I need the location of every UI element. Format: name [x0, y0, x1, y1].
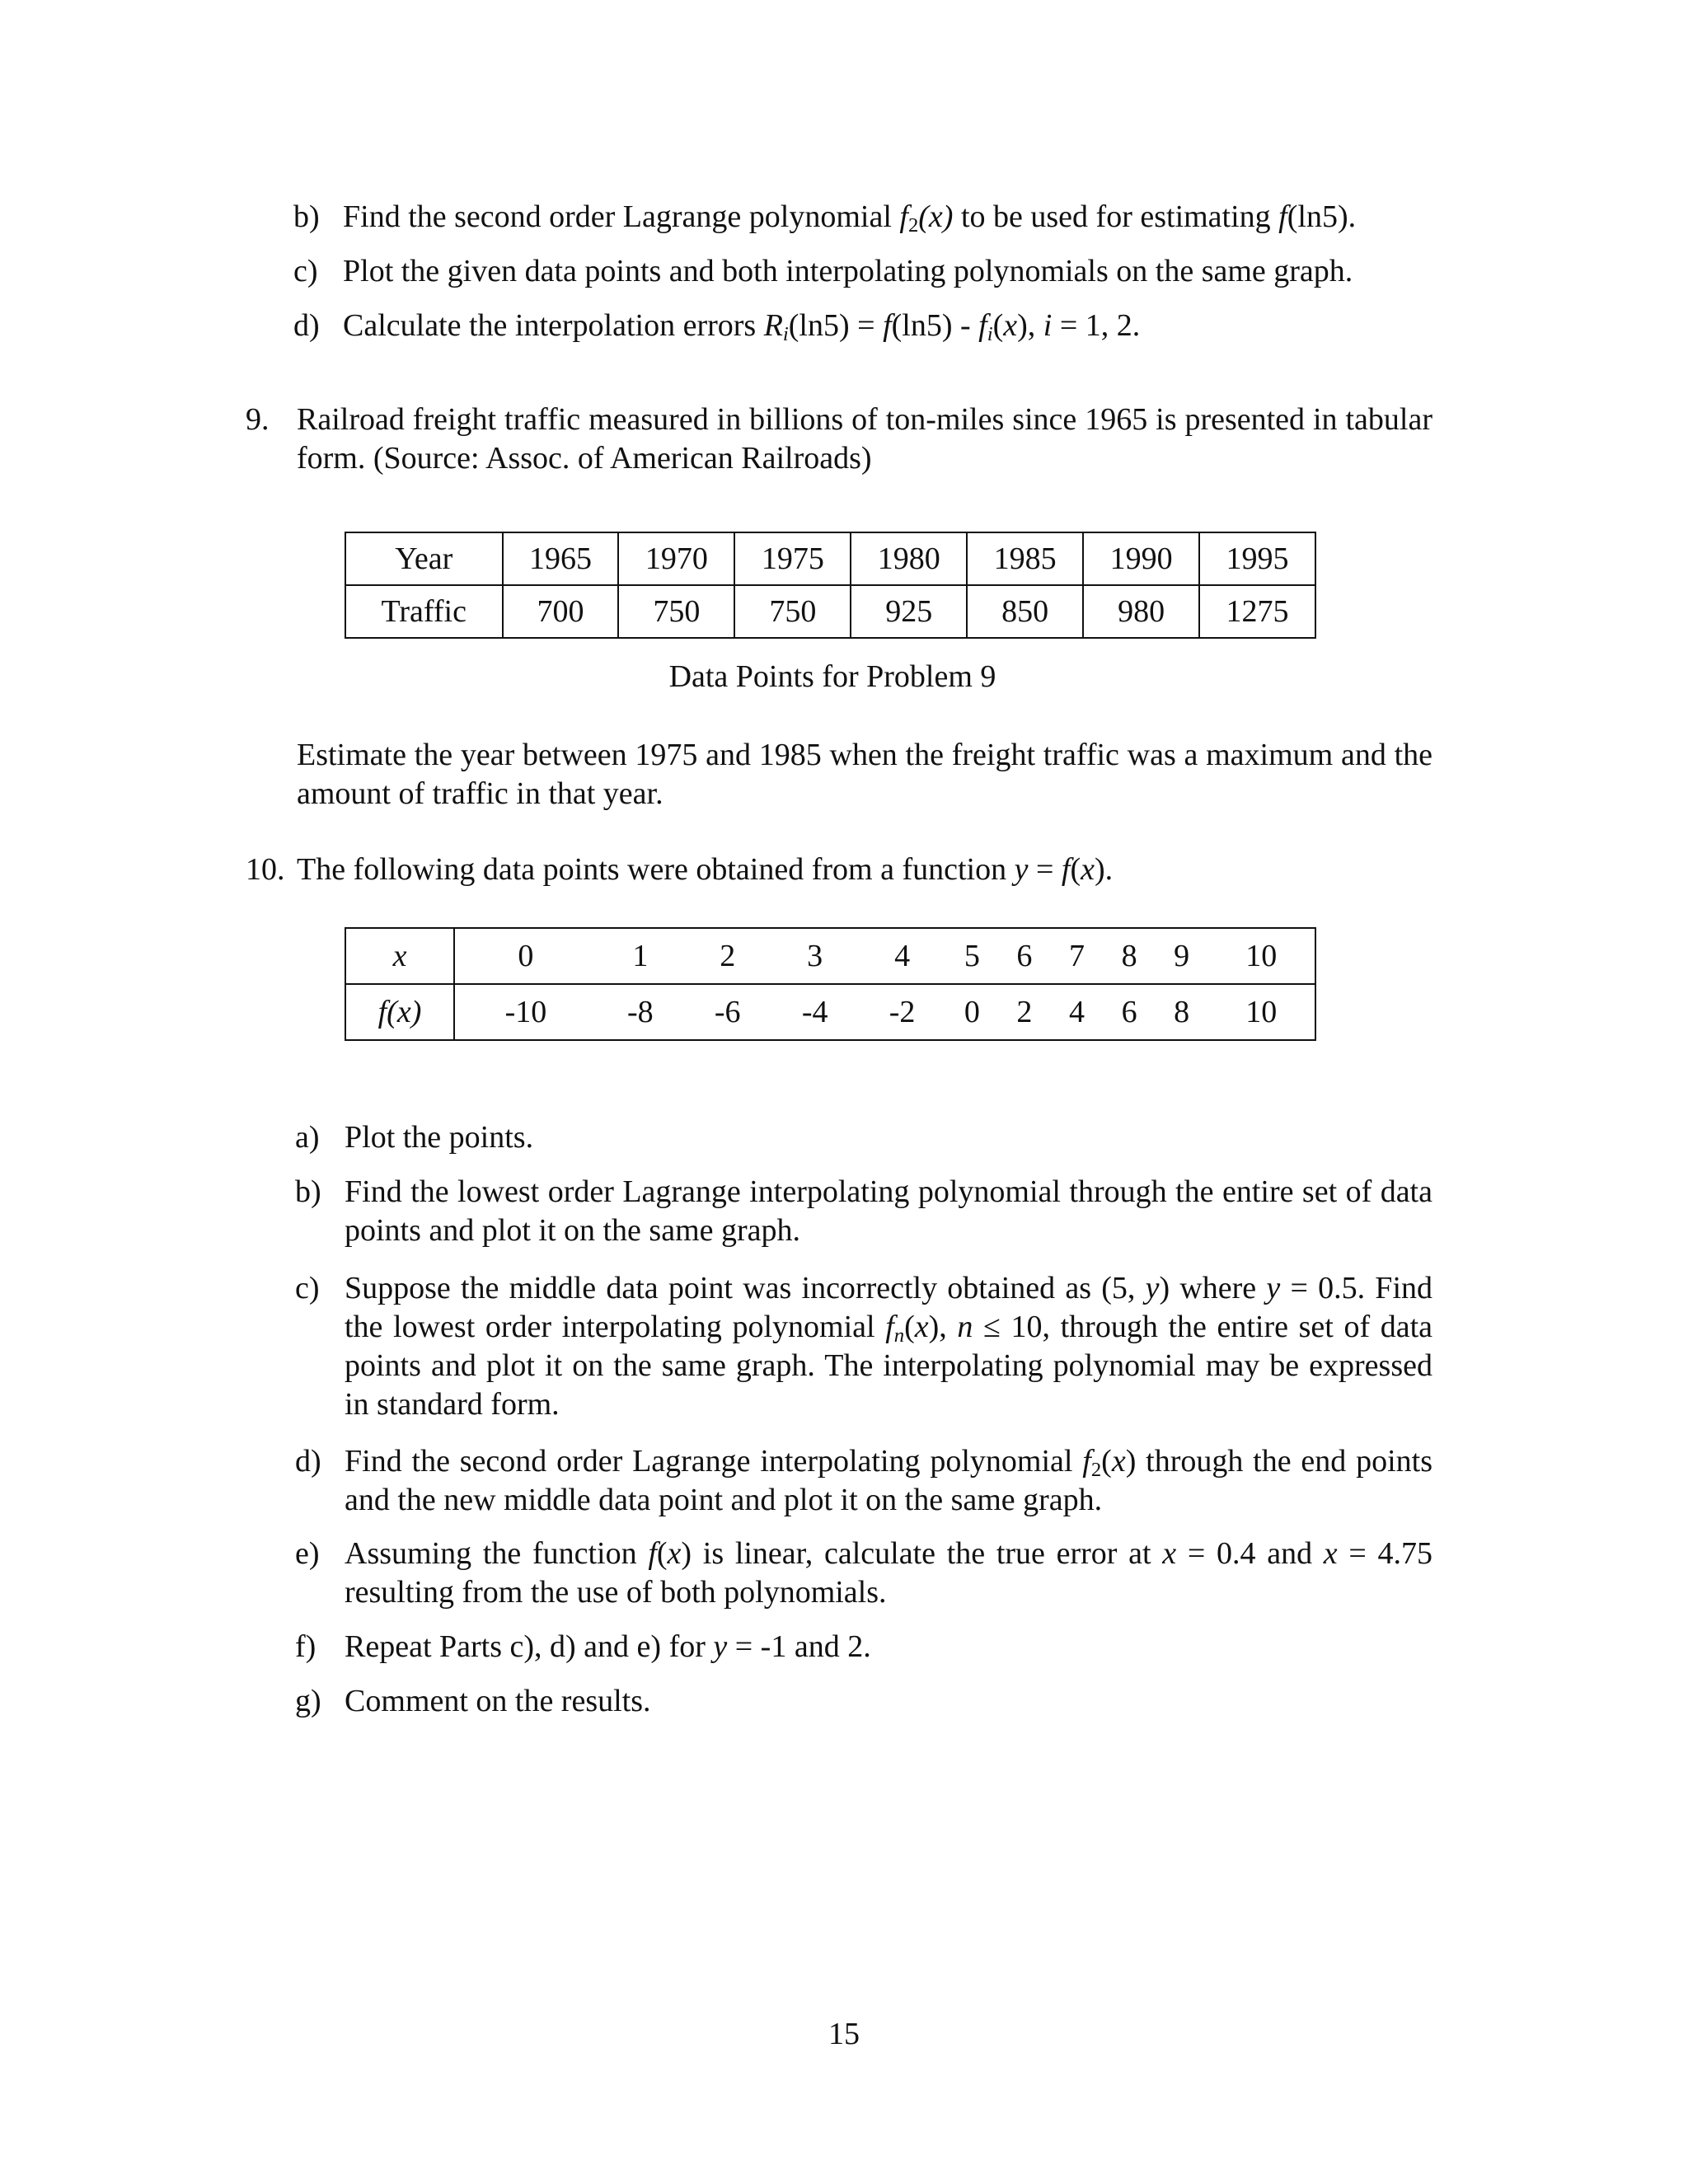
table-cell: -6	[714, 994, 741, 1029]
item-text: Find the lowest order Lagrange interpolating polynomial through the entire set of data points and plot it on the same graph.	[345, 1174, 1432, 1248]
item-label: c)	[295, 1271, 320, 1305]
table-cell: 850	[967, 585, 1083, 638]
table-row	[345, 928, 1315, 984]
table-cell: 750	[618, 585, 734, 638]
table-cell: 9	[1156, 928, 1208, 984]
table-cell: -2	[889, 994, 916, 1029]
table-row	[345, 984, 1315, 1040]
table-cell: 2	[684, 928, 771, 984]
table-cell: 1275	[1199, 585, 1315, 638]
table-cell: 8	[1103, 928, 1156, 984]
problem-text: Railroad freight traffic measured in billions of ton-miles since 1965 is presented in tabular form. (Source: Assoc. of American Railroads)	[297, 402, 1432, 476]
item-label: a)	[295, 1120, 320, 1155]
table-cell: 980	[1083, 585, 1199, 638]
table-cell: 1	[597, 928, 684, 984]
problem-text: The following data points were obtained from a function y = f(x).	[297, 852, 1114, 887]
table-caption: Data Points for Problem 9	[668, 659, 996, 694]
item-text: Find the second order Lagrange interpolating polynomial $f_2(x)$ through the end points and the new middle data point and plot it on the same graph.	[345, 1444, 1433, 1517]
item-label: c)	[293, 254, 318, 288]
item-text: Calculate the interpolation errors $R_i(\ln 5) = f(\ln 5) - f_i(x)$, i = 1, 2.	[343, 308, 1141, 346]
table-cell: 0	[454, 928, 597, 984]
page-number: 15	[828, 2017, 860, 2051]
item-text: Suppose the middle data point was incorrectly obtained as (5, y) where y = 0.5. Find the lowest order interpolating polynomial $f_n(x)$, n ≤ 10, through the entire set of data points and plot it on the same graph. The interpolating polynomial may be expressed in standard form.	[345, 1271, 1433, 1422]
row-header: Year	[345, 532, 503, 585]
table-cell: 1965	[503, 532, 619, 585]
table-cell: 6	[1121, 994, 1137, 1029]
table-cell: 7	[1051, 928, 1104, 984]
item-text: Assuming the function f(x) is linear, calculate the true error at x = 0.4 and x = 4.75 resulting from the use of both polynomials.	[345, 1536, 1432, 1610]
table-cell: 700	[503, 585, 619, 638]
problem-number: 10.	[246, 852, 285, 887]
table-cell: -4	[801, 994, 828, 1029]
problem-9-question: Estimate the year between 1975 and 1985 when the freight traffic was a maximum and the amount of traffic in that year.	[297, 738, 1432, 811]
item-text: Plot the points.	[345, 1120, 534, 1155]
item-10f	[295, 1628, 1432, 1666]
table-cell: 1995	[1199, 532, 1315, 585]
table-cell: 4	[1068, 994, 1085, 1029]
item-label: f)	[295, 1629, 316, 1664]
row-header: f(x)	[345, 984, 454, 1040]
table-row	[345, 585, 1315, 638]
item-label: b)	[293, 199, 320, 234]
table-cell: 750	[734, 585, 851, 638]
item-8c	[293, 252, 1431, 291]
item-text: Repeat Parts c), d) and e) for y = -1 and 2.	[345, 1629, 871, 1664]
item-label: e)	[295, 1536, 320, 1571]
item-10d	[295, 1442, 1432, 1520]
row-header: Traffic	[345, 585, 503, 638]
table-cell: 8	[1174, 994, 1190, 1029]
item-label: b)	[295, 1174, 321, 1209]
table-cell: 1970	[618, 532, 734, 585]
table-row	[345, 532, 1315, 585]
table-cell: 10	[1207, 928, 1315, 984]
item-text: Find the second order Lagrange polynomial $f_2(x)$ to be used for estimating f(ln5).	[343, 199, 1357, 237]
item-10b	[295, 1173, 1432, 1250]
item-10g	[295, 1682, 1432, 1721]
problem-9	[246, 401, 1432, 478]
problem-10	[246, 851, 1432, 889]
item-label: d)	[295, 1444, 321, 1479]
item-10e	[295, 1535, 1432, 1612]
function-table	[345, 927, 1316, 1041]
item-8b	[293, 198, 1431, 237]
table-cell: 6	[998, 928, 1051, 984]
item-text: Plot the given data points and both interpolating polynomials on the same graph.	[343, 254, 1353, 288]
item-10a	[295, 1118, 1432, 1157]
row-header: x	[345, 928, 454, 984]
problem-number: 9.	[246, 402, 270, 437]
table-cell: 0	[964, 994, 980, 1029]
table-cell: 1980	[851, 532, 967, 585]
table-cell: -10	[504, 994, 547, 1029]
item-text: Comment on the results.	[345, 1684, 651, 1718]
table-cell: -8	[626, 994, 654, 1029]
table-cell: 4	[859, 928, 946, 984]
table-cell: 10	[1245, 994, 1278, 1029]
item-label: d)	[293, 308, 320, 343]
item-10c	[295, 1269, 1432, 1424]
freight-table	[345, 532, 1316, 639]
table-cell: 1990	[1083, 532, 1199, 585]
table-cell: 925	[851, 585, 967, 638]
item-label: g)	[295, 1684, 321, 1718]
table-cell: 5	[946, 928, 999, 984]
table-cell: 1985	[967, 532, 1083, 585]
table-cell: 3	[771, 928, 859, 984]
item-8d	[293, 307, 1431, 345]
table-cell: 2	[1016, 994, 1033, 1029]
table-cell: 1975	[734, 532, 851, 585]
